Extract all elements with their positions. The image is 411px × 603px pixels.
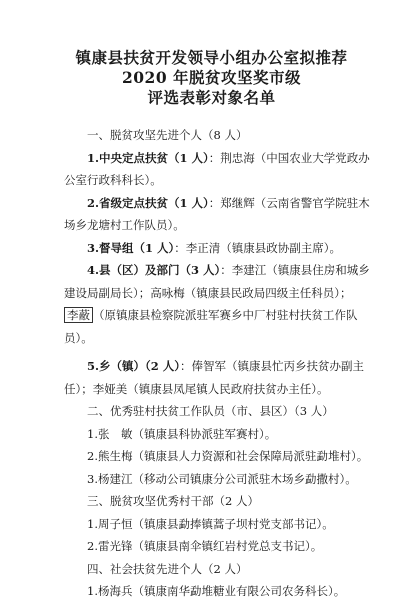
s3-item-2: 2.雷光锋（镇康县南伞镇红岩村党总支书记）。 — [87, 539, 323, 553]
s1-item-4-label: 4.县（区）及部门（3 人） — [87, 263, 221, 277]
highlighted-name-box: 李蔽 — [64, 307, 93, 323]
s1-item-4-cont-3: 员）。 — [64, 330, 93, 345]
s1-item-4-text: ：李建江（镇康县住房和城乡 — [220, 263, 370, 277]
s2-item-1: 1.张 敏（镇康县科协派驻军赛村）。 — [87, 426, 277, 441]
s1-item-5-text: ：俸智军（镇康县忙丙乡扶贫办副主 — [180, 359, 365, 373]
title-line-3: 评选表彰对象名单 — [147, 88, 276, 107]
s1-item-5-cont: 任）；李娅美（镇康县凤尾镇人民政府扶贫办主任）。 — [64, 381, 329, 396]
s2-item-3: 3.杨建江（移动公司镇康分公司派驻木场乡勐撒村）。 — [87, 471, 357, 486]
s1-item-5 — [64, 355, 373, 378]
s1-item-1-text: ：荆忠海（中国农业大学党政办 — [208, 150, 370, 165]
s1-item-4 — [64, 259, 373, 282]
document-title — [50, 48, 373, 108]
s1-item-5-label: 5.乡（镇）（2 人） — [87, 359, 181, 373]
s1-item-3-label: 3.督导组（1 人） — [87, 240, 175, 255]
s1-item-1 — [64, 147, 373, 170]
s1-item-2-text: ：郑继辉（云南省警官学院驻木 — [208, 195, 370, 210]
s1-item-4-cont-2 — [64, 304, 373, 327]
title-line-1: 镇康县扶贫开发领导小组办公室拟推荐 — [75, 48, 348, 67]
s1-item-3 — [64, 237, 373, 260]
section-4-heading: 四、社会扶贫先进个人（2 人） — [87, 561, 248, 576]
section-2-heading: 二、优秀驻村扶贫工作队员（市、县区）（3 人） — [87, 404, 334, 418]
s1-item-4-cont-2-text: （原镇康县检察院派驻军赛乡中厂村驻村扶贫工作队 — [93, 308, 358, 322]
s3-item-1: 1.周子恒（镇康县勐捧镇蒿子坝村党支部书记）。 — [87, 516, 334, 531]
s2-item-2: 2.熊生梅（镇康县人力资源和社会保障局派驻勐堆村）。 — [87, 449, 369, 463]
s1-item-1-cont: 公室行政科科长）。 — [64, 173, 162, 187]
section-1-heading: 一、脱贫攻坚先进个人（8 人） — [87, 128, 248, 142]
s1-item-4-cont-1: 建设局副局长）；高咏梅（镇康县民政局四级主任科员）； — [64, 285, 352, 300]
s1-item-1-label: 1.中央定点扶贫（1 人） — [87, 150, 209, 165]
s1-item-2-cont: 场乡龙塘村工作队员）。 — [64, 218, 185, 232]
s1-item-2 — [64, 192, 373, 215]
s1-item-2-label: 2.省级定点扶贫（1 人） — [87, 195, 209, 210]
s4-item-1: 1.杨海兵（镇康南华勐堆糖业有限公司农务科长）。 — [87, 584, 346, 598]
title-line-2: 2020 年脱贫攻坚奖市级 — [121, 68, 302, 87]
document-body — [64, 124, 373, 603]
s1-item-3-text: ：李正清（镇康县政协副主席）。 — [174, 240, 342, 255]
section-3-heading: 三、脱贫攻坚优秀村干部（2 人） — [87, 494, 259, 508]
